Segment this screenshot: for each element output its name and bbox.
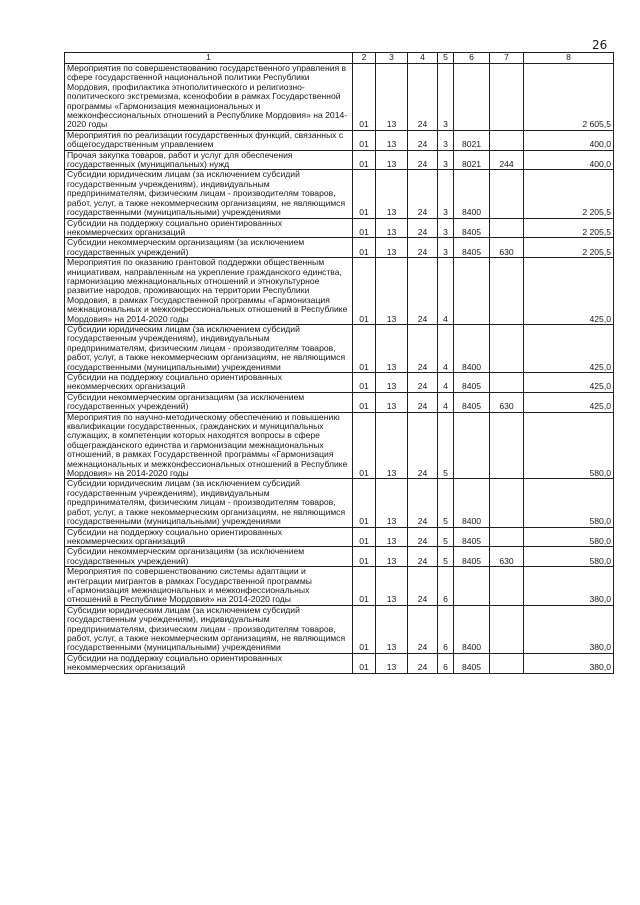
cell-c6: 8021 (454, 150, 490, 170)
table-row (65, 547, 614, 567)
cell-c3: 13 (376, 373, 408, 393)
cell-c3: 13 (376, 130, 408, 150)
row-name: Субсидии юридическим лицам (за исключением субсидий государственным учреждениям), индивидуальным предпринимателям, физическим лицам - производителям товаров, работ, услуг, а также некоммерческим организациям, не являющимся государственными (муниципальными) учреждениями (65, 170, 353, 218)
cell-amount: 580,0 (524, 547, 614, 567)
cell-c7: 630 (490, 238, 524, 258)
cell-amount: 425,0 (524, 392, 614, 412)
cell-c3: 13 (376, 392, 408, 412)
cell-c3: 13 (376, 324, 408, 372)
cell-amount: 2 205,5 (524, 170, 614, 218)
cell-c2: 01 (353, 527, 376, 547)
cell-c7 (490, 258, 524, 325)
budget-table (64, 52, 614, 674)
cell-c7 (490, 412, 524, 479)
cell-c3: 13 (376, 527, 408, 547)
table-row (65, 64, 614, 131)
cell-c2: 01 (353, 605, 376, 653)
cell-c6: 8400 (454, 324, 490, 372)
cell-c5: 4 (438, 324, 454, 372)
table-row (65, 258, 614, 325)
row-name: Мероприятия по совершенствованию системы адаптации и интеграции мигрантов в рамках Государственной программы «Гармонизация межнациональных и межконфессиональных отношений в Республике Мордовия» на 2014-2020 годы (65, 567, 353, 606)
cell-c4: 24 (408, 605, 438, 653)
cell-c5: 3 (438, 64, 454, 131)
cell-c6: 8405 (454, 527, 490, 547)
cell-c6: 8405 (454, 238, 490, 258)
cell-c5: 6 (438, 653, 454, 673)
cell-c2: 01 (353, 238, 376, 258)
cell-amount: 380,0 (524, 653, 614, 673)
table-row (65, 130, 614, 150)
column-header: 3 (376, 53, 408, 64)
cell-c4: 24 (408, 238, 438, 258)
table-row (65, 653, 614, 673)
cell-c6: 8400 (454, 605, 490, 653)
cell-c5: 5 (438, 479, 454, 527)
row-name: Мероприятия по реализации государственных функций, связанных с общегосударственным управлением (65, 130, 353, 150)
cell-c2: 01 (353, 130, 376, 150)
row-name: Субсидии на поддержку социально ориентированных некоммерческих организаций (65, 373, 353, 393)
table-row (65, 238, 614, 258)
cell-c3: 13 (376, 150, 408, 170)
cell-c3: 13 (376, 567, 408, 606)
cell-c7 (490, 324, 524, 372)
cell-c5: 6 (438, 567, 454, 606)
cell-c2: 01 (353, 547, 376, 567)
cell-amount: 580,0 (524, 479, 614, 527)
cell-c4: 24 (408, 324, 438, 372)
cell-c6: 8405 (454, 547, 490, 567)
row-name: Мероприятия по оказанию грантовой поддержки общественным инициативам, направленным на укрепление гражданского единства, гармонизацию межнациональных отношений и этнокультурное развитие народов, проживающих на территории Республики Мордовия, в рамках Государственной программы «Гармонизация межнациональных и межконфессиональных отношений в Республике Мордовия» на 2014-2020 годы (65, 258, 353, 325)
cell-c5: 4 (438, 392, 454, 412)
table-row (65, 324, 614, 372)
cell-c4: 24 (408, 218, 438, 238)
row-name: Субсидии юридическим лицам (за исключением субсидий государственным учреждениям), индивидуальным предпринимателям, физическим лицам - производителям товаров, работ, услуг, а также некоммерческим организациям, не являющимся государственными (муниципальными) учреждениями (65, 324, 353, 372)
row-name: Субсидии на поддержку социально ориентированных некоммерческих организаций (65, 653, 353, 673)
cell-c6: 8400 (454, 170, 490, 218)
cell-amount: 2 605,5 (524, 64, 614, 131)
row-name: Мероприятия по совершенствованию государственного управления в сфере государственной национальной политики Республики Мордовия, профилактика этнополитического и религиозно-политического экстремизма, ксенофобии в рамках Государственной программы «Гармонизация межнациональных и межконфессиональных отношений в Республике Мордовия» на 2014-2020 годы (65, 64, 353, 131)
column-header: 5 (438, 53, 454, 64)
cell-c2: 01 (353, 64, 376, 131)
cell-c5: 6 (438, 605, 454, 653)
cell-c6: 8405 (454, 653, 490, 673)
cell-c3: 13 (376, 412, 408, 479)
column-header: 8 (524, 53, 614, 64)
cell-c7 (490, 170, 524, 218)
cell-c6: 8405 (454, 392, 490, 412)
cell-c4: 24 (408, 373, 438, 393)
cell-c5: 3 (438, 218, 454, 238)
cell-c7 (490, 605, 524, 653)
row-name: Субсидии на поддержку социально ориентированных некоммерческих организаций (65, 218, 353, 238)
cell-c4: 24 (408, 527, 438, 547)
cell-amount: 380,0 (524, 567, 614, 606)
cell-c5: 4 (438, 373, 454, 393)
row-name: Мероприятия по научно-методическому обеспечению и повышению квалификации государственных, гражданских и муниципальных служащих, в компетенции которых находятся вопросы в сфере общегражданского единства и гармонизации межнациональных отношений, в рамках Государственной программы «Гармонизация межнациональных и межконфессиональных отношений в Республике Мордовия» на 2014-2020 годы (65, 412, 353, 479)
cell-c6: 8021 (454, 130, 490, 150)
header-row (65, 53, 614, 64)
cell-c4: 24 (408, 170, 438, 218)
column-header: 7 (490, 53, 524, 64)
cell-c3: 13 (376, 170, 408, 218)
table-row (65, 170, 614, 218)
table-row (65, 527, 614, 547)
cell-c7: 630 (490, 547, 524, 567)
row-name: Субсидии на поддержку социально ориентированных некоммерческих организаций (65, 527, 353, 547)
cell-c2: 01 (353, 150, 376, 170)
table-row (65, 392, 614, 412)
cell-c2: 01 (353, 412, 376, 479)
cell-amount: 400,0 (524, 130, 614, 150)
table-row (65, 605, 614, 653)
cell-amount: 425,0 (524, 373, 614, 393)
cell-c2: 01 (353, 324, 376, 372)
cell-c4: 24 (408, 64, 438, 131)
cell-c4: 24 (408, 479, 438, 527)
cell-amount: 380,0 (524, 605, 614, 653)
cell-c4: 24 (408, 130, 438, 150)
cell-c7 (490, 64, 524, 131)
table-row (65, 412, 614, 479)
cell-c2: 01 (353, 653, 376, 673)
cell-c5: 4 (438, 258, 454, 325)
cell-c6 (454, 64, 490, 131)
cell-c4: 24 (408, 653, 438, 673)
cell-amount: 425,0 (524, 258, 614, 325)
cell-c3: 13 (376, 547, 408, 567)
table-row (65, 567, 614, 606)
cell-c7 (490, 527, 524, 547)
cell-c4: 24 (408, 258, 438, 325)
cell-amount: 580,0 (524, 412, 614, 479)
cell-c4: 24 (408, 392, 438, 412)
cell-c4: 24 (408, 412, 438, 479)
column-header: 6 (454, 53, 490, 64)
cell-c3: 13 (376, 258, 408, 325)
cell-c3: 13 (376, 64, 408, 131)
cell-amount: 425,0 (524, 324, 614, 372)
cell-c3: 13 (376, 605, 408, 653)
cell-c5: 5 (438, 412, 454, 479)
cell-c7: 630 (490, 392, 524, 412)
column-header: 1 (65, 53, 353, 64)
cell-c6: 8405 (454, 373, 490, 393)
cell-c6: 8405 (454, 218, 490, 238)
cell-c7 (490, 373, 524, 393)
cell-amount: 580,0 (524, 527, 614, 547)
cell-c5: 3 (438, 150, 454, 170)
cell-c5: 3 (438, 130, 454, 150)
cell-c2: 01 (353, 479, 376, 527)
cell-c3: 13 (376, 653, 408, 673)
cell-c3: 13 (376, 238, 408, 258)
page-number: 26 (592, 38, 608, 52)
table-row (65, 218, 614, 238)
row-name: Субсидии некоммерческим организациям (за исключением государственных учреждений) (65, 547, 353, 567)
cell-c5: 5 (438, 527, 454, 547)
row-name: Субсидии некоммерческим организациям (за исключением государственных учреждений) (65, 238, 353, 258)
cell-c5: 5 (438, 547, 454, 567)
cell-c2: 01 (353, 218, 376, 238)
cell-c6 (454, 567, 490, 606)
cell-c2: 01 (353, 373, 376, 393)
cell-amount: 2 205,5 (524, 238, 614, 258)
table-row (65, 373, 614, 393)
cell-c2: 01 (353, 567, 376, 606)
cell-c4: 24 (408, 150, 438, 170)
cell-c6 (454, 412, 490, 479)
column-header: 4 (408, 53, 438, 64)
cell-c7 (490, 567, 524, 606)
cell-c3: 13 (376, 218, 408, 238)
column-header: 2 (353, 53, 376, 64)
cell-c6 (454, 258, 490, 325)
cell-c3: 13 (376, 479, 408, 527)
cell-c6: 8400 (454, 479, 490, 527)
row-name: Субсидии юридическим лицам (за исключением субсидий государственным учреждениям), индивидуальным предпринимателям, физическим лицам - производителям товаров, работ, услуг, а также некоммерческим организациям, не являющимся государственными (муниципальными) учреждениями (65, 479, 353, 527)
cell-c7 (490, 653, 524, 673)
table-row (65, 150, 614, 170)
cell-amount: 400,0 (524, 150, 614, 170)
row-name: Субсидии некоммерческим организациям (за исключением государственных учреждений) (65, 392, 353, 412)
cell-c2: 01 (353, 392, 376, 412)
cell-c4: 24 (408, 547, 438, 567)
row-name: Прочая закупка товаров, работ и услуг для обеспечения государственных (муниципальных) нужд (65, 150, 353, 170)
cell-c2: 01 (353, 258, 376, 325)
cell-amount: 2 205,5 (524, 218, 614, 238)
cell-c7: 244 (490, 150, 524, 170)
row-name: Субсидии юридическим лицам (за исключением субсидий государственным учреждениям), индивидуальным предпринимателям, физическим лицам - производителям товаров, работ, услуг, а также некоммерческим организациям, не являющимся государственными (муниципальными) учреждениями (65, 605, 353, 653)
cell-c2: 01 (353, 170, 376, 218)
cell-c5: 3 (438, 238, 454, 258)
cell-c5: 3 (438, 170, 454, 218)
cell-c7 (490, 479, 524, 527)
table-row (65, 479, 614, 527)
cell-c7 (490, 218, 524, 238)
cell-c7 (490, 130, 524, 150)
cell-c4: 24 (408, 567, 438, 606)
